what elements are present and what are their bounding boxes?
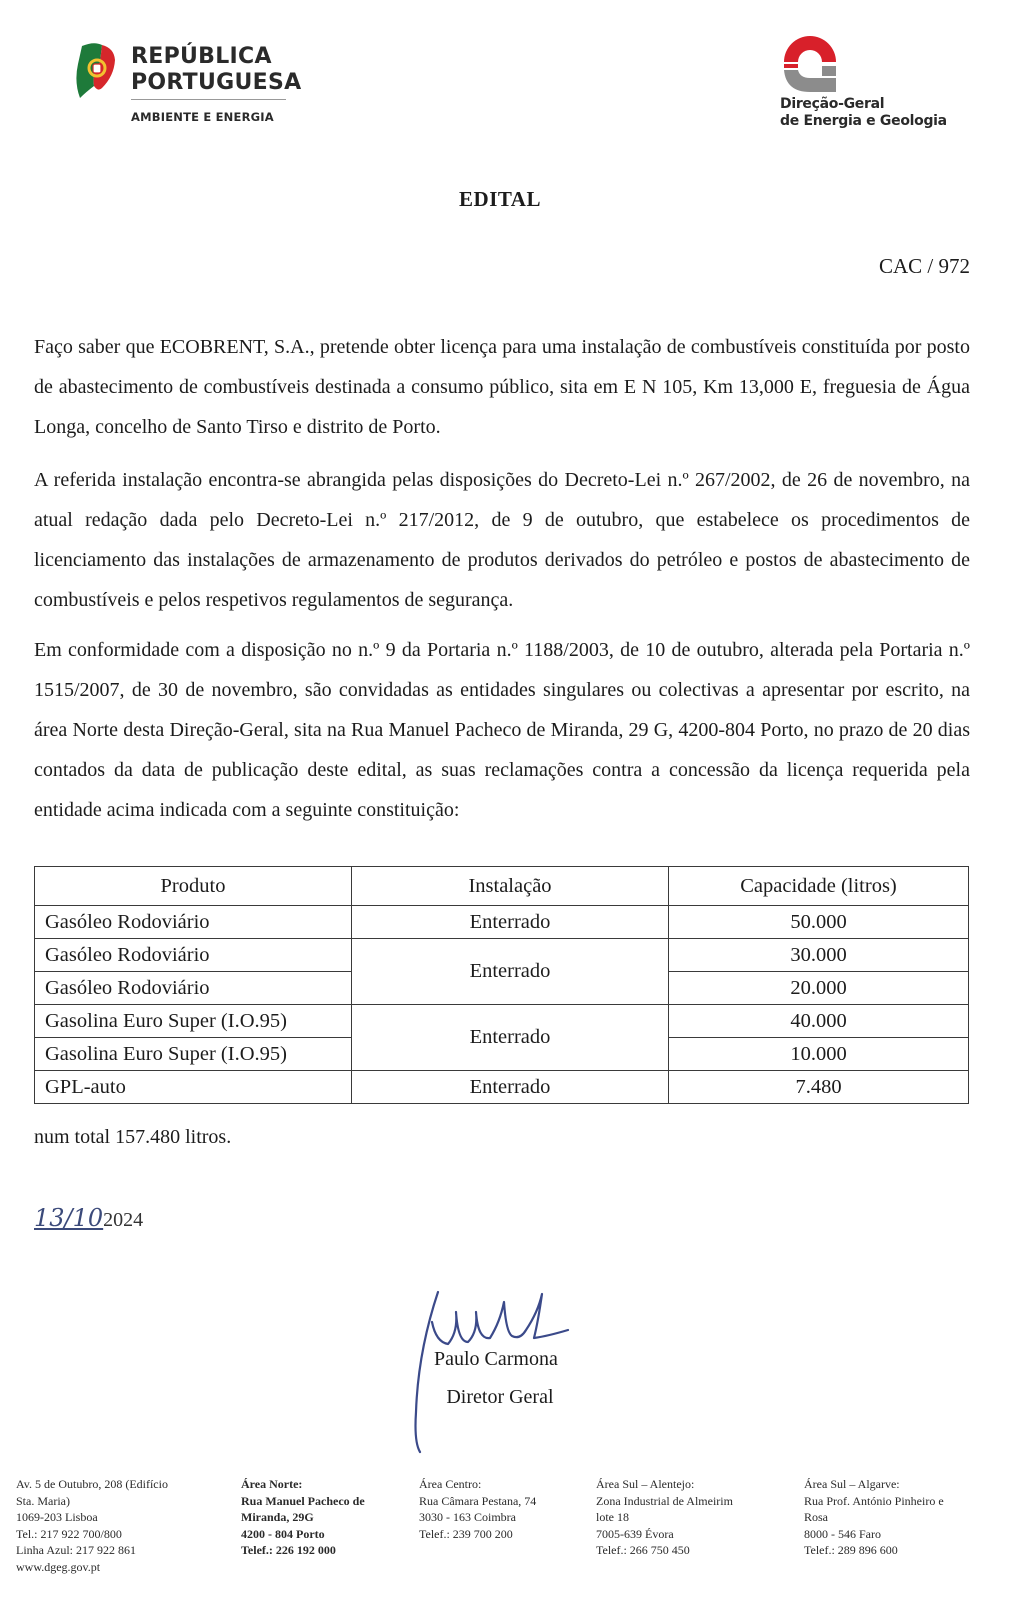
document-title: EDITAL (459, 187, 541, 211)
table-header-row (35, 867, 969, 906)
column-header-produto: Produto (35, 867, 352, 906)
footer-line: Telef.: 239 700 200 (419, 1526, 513, 1541)
handwritten-date: 13/10 (34, 1204, 104, 1232)
footer-line: Sta. Maria) (16, 1493, 70, 1508)
footer-line: Av. 5 de Outubro, 208 (Edifício (16, 1477, 168, 1491)
footer-line: Área Norte: (241, 1477, 303, 1491)
dgeg-name: Direção-Geral de Energia e Geologia (780, 96, 947, 129)
paragraph-legal-basis: A referida instalação encontra-se abrangida pelas disposições do Decreto-Lei n.º 267/2002, de 26 de novembro, na atual redação dada pelo Decreto-Lei n.º 217/2012, de 9 de outubro, que estabelece os procedimentos de licenciamento das instalações de armazenamento de produtos derivados do petróleo e postos de abastecimento de combustíveis e pelos respetivos regulamentos de segurança. (34, 469, 970, 611)
paragraph-request: Faço saber que ECOBRENT, S.A., pretende obter licença para uma instalação de combustíveis constituída por posto de abastecimento de combustíveis destinada a consumo público, sita em E N 105, Km 13,000 E, freguesia de Água Longa, concelho de Santo Tirso e distrito de Porto. (34, 336, 970, 438)
footer-area-alentejo (596, 1476, 733, 1559)
cell-produto: GPL-auto (35, 1071, 352, 1104)
footer-area-norte (241, 1476, 365, 1559)
website-link[interactable]: www.dgeg.gov.pt (16, 1559, 101, 1574)
footer-line: Telef.: 289 896 600 (804, 1543, 898, 1557)
signatory (434, 1340, 558, 1416)
footer-line: Rua Prof. António Pinheiro e (804, 1493, 944, 1508)
footer-area-centro (419, 1476, 536, 1542)
ministry-label: AMBIENTE E ENERGIA (131, 110, 274, 124)
signatory-name: Paulo Carmona (434, 1348, 558, 1370)
footer-line: 8000 - 546 Faro (804, 1526, 881, 1541)
date-year: 2024 (103, 1209, 144, 1231)
fuel-storage-table (34, 866, 969, 1104)
footer-line: Telef.: 266 750 450 (596, 1543, 690, 1557)
cell-instalacao: Enterrado (352, 906, 669, 939)
process-reference: CAC / 972 (878, 254, 970, 278)
cell-produto: Gasolina Euro Super (I.O.95) (35, 1005, 352, 1038)
footer-line: Rua Manuel Pacheco de (241, 1493, 365, 1508)
issue-date (34, 1204, 143, 1232)
column-header-capacidade: Capacidade (litros) (669, 867, 969, 906)
footer-line: Rua Câmara Pestana, 74 (419, 1493, 537, 1508)
footer-line: Telef.: 226 192 000 (241, 1543, 336, 1557)
footer-line: Zona Industrial de Almeirim (596, 1493, 733, 1508)
cell-capacidade: 10.000 (669, 1038, 969, 1071)
footer-line: Tel.: 217 922 700/800 (16, 1526, 122, 1541)
table-row (35, 1071, 969, 1104)
footer-area-algarve (804, 1476, 944, 1559)
cell-produto: Gasóleo Rodoviário (35, 906, 352, 939)
dgeg-logo-icon (778, 34, 842, 92)
footer-line: 1069-203 Lisboa (16, 1510, 98, 1524)
footer-line: 7005-639 Évora (596, 1526, 674, 1541)
cell-capacidade: 20.000 (669, 972, 969, 1005)
signatory-role: Diretor Geral (446, 1386, 554, 1408)
portuguese-flag-emblem-icon (72, 42, 116, 102)
footer-lisboa (16, 1476, 168, 1575)
cell-produto: Gasolina Euro Super (I.O.95) (35, 1038, 352, 1071)
cell-produto: Gasóleo Rodoviário (35, 972, 352, 1005)
column-header-instalacao: Instalação (352, 867, 669, 906)
cell-produto: Gasóleo Rodoviário (35, 939, 352, 972)
total-capacity: num total 157.480 litros. (34, 1126, 232, 1148)
footer-line: lote 18 (596, 1510, 629, 1524)
footer-line: Miranda, 29G (241, 1510, 314, 1524)
cell-capacidade: 50.000 (669, 906, 969, 939)
paragraph-complaints: Em conformidade com a disposição no n.º 9 da Portaria n.º 1188/2003, de 10 de outubro, alterada pela Portaria n.º 1515/2007, de 30 de novembro, são convidadas as entidades singulares ou colectivas a apresentar por escrito, na área Norte desta Direção-Geral, sita na Rua Manuel Pacheco de Miranda, 29 G, 4200-804 Porto, no prazo de 20 dias contados da data de publicação deste edital, as suas reclamações contra a concessão da licença requerida pela entidade acima indicada com a seguinte constituição: (34, 639, 970, 821)
cell-instalacao: Enterrado (352, 1005, 669, 1071)
footer-line: 4200 - 804 Porto (241, 1526, 325, 1541)
cell-instalacao: Enterrado (352, 1071, 669, 1104)
cell-capacidade: 7.480 (669, 1071, 969, 1104)
footer-line: 3030 - 163 Coimbra (419, 1510, 516, 1524)
republica-portuguesa-logo: REPÚBLICA PORTUGUESA (131, 44, 302, 95)
footer-line: Área Centro: (419, 1477, 482, 1491)
table-row (35, 906, 969, 939)
cell-capacidade: 30.000 (669, 939, 969, 972)
table-row (35, 1005, 969, 1038)
footer-line: Área Sul – Algarve: (804, 1477, 900, 1491)
footer-line: Área Sul – Alentejo: (596, 1477, 695, 1491)
cell-instalacao: Enterrado (352, 939, 669, 1005)
header-divider (131, 99, 286, 100)
footer-line: Rosa (804, 1510, 828, 1524)
footer-line: Linha Azul: 217 922 861 (16, 1543, 136, 1557)
cell-capacidade: 40.000 (669, 1005, 969, 1038)
table-row (35, 939, 969, 972)
